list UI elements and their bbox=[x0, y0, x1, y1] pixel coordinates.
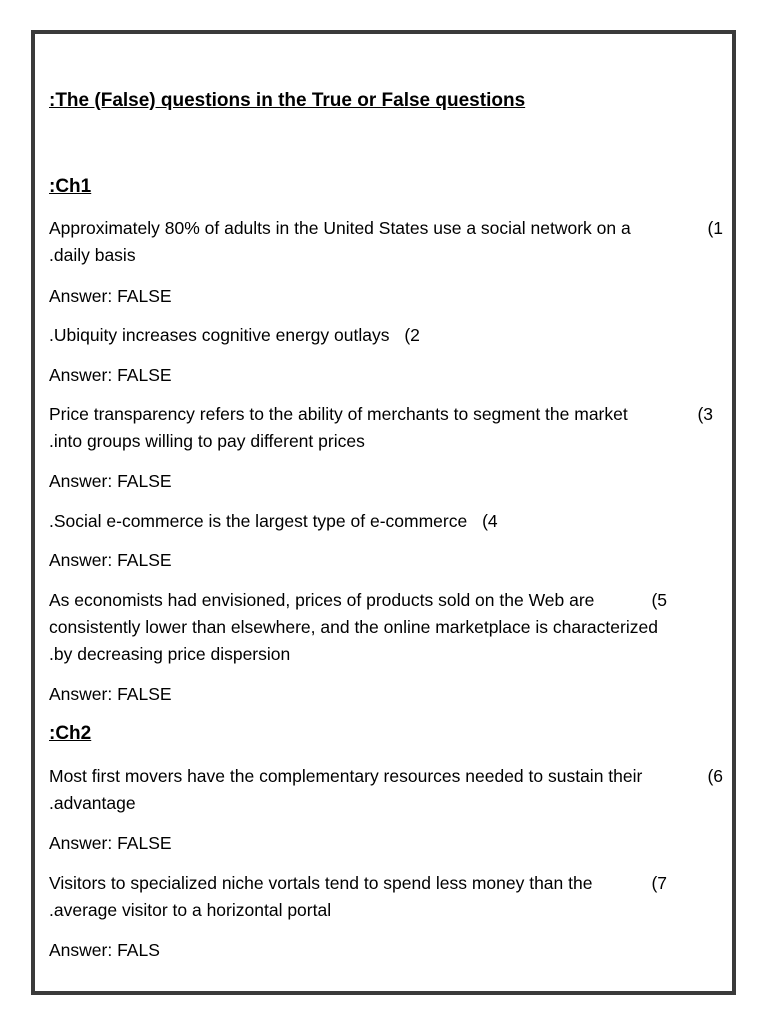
question-3 bbox=[49, 401, 723, 455]
question-text-line: Visitors to specialized niche vortals tend to spend less money than the bbox=[49, 873, 593, 893]
question-text-line: Approximately 80% of adults in the United States use a social network on a bbox=[49, 218, 631, 238]
question-number: (7 bbox=[651, 873, 667, 893]
question-text-line: consistently lower than elsewhere, and the online marketplace is characterized bbox=[49, 617, 658, 637]
question-number: (6 bbox=[707, 766, 723, 786]
section-heading-ch1: :Ch1 bbox=[49, 176, 92, 197]
answer-7: Answer: FALS bbox=[49, 940, 160, 960]
question-text-line: .into groups willing to pay different prices bbox=[49, 431, 365, 451]
question-number: (2 bbox=[404, 325, 420, 345]
question-text-line: As economists had envisioned, prices of products sold on the Web are bbox=[49, 590, 595, 610]
question-number: (4 bbox=[482, 511, 498, 531]
question-4 bbox=[49, 508, 723, 535]
question-6 bbox=[49, 763, 723, 817]
answer-6: Answer: FALSE bbox=[49, 833, 172, 853]
answer-1: Answer: FALSE bbox=[49, 286, 172, 306]
answer-2: Answer: FALSE bbox=[49, 365, 172, 385]
question-7 bbox=[49, 870, 723, 924]
question-text-line: .by decreasing price dispersion bbox=[49, 644, 291, 664]
question-1 bbox=[49, 215, 723, 269]
page-title: :The (False) questions in the True or False questions bbox=[49, 90, 526, 111]
question-text-line bbox=[49, 508, 723, 535]
question-2 bbox=[49, 322, 723, 349]
answer-3: Answer: FALSE bbox=[49, 471, 172, 491]
question-text-line: .advantage bbox=[49, 793, 136, 813]
answer-4: Answer: FALSE bbox=[49, 550, 172, 570]
question-number: (3 bbox=[697, 404, 713, 424]
section-heading-ch2: :Ch2 bbox=[49, 723, 92, 744]
page-frame bbox=[31, 30, 736, 995]
question-text-line: .daily basis bbox=[49, 245, 136, 265]
question-text: .Social e-commerce is the largest type of e-commerce bbox=[49, 511, 468, 531]
question-number: (5 bbox=[651, 590, 667, 610]
question-number: (1 bbox=[707, 218, 723, 238]
question-text-line bbox=[49, 322, 723, 349]
question-text-line: Most first movers have the complementary resources needed to sustain their bbox=[49, 766, 643, 786]
answer-5: Answer: FALSE bbox=[49, 684, 172, 704]
question-5 bbox=[49, 587, 723, 668]
question-text: .Ubiquity increases cognitive energy outlays bbox=[49, 325, 390, 345]
question-text-line: .average visitor to a horizontal portal bbox=[49, 900, 332, 920]
question-text-line: Price transparency refers to the ability of merchants to segment the market bbox=[49, 404, 628, 424]
